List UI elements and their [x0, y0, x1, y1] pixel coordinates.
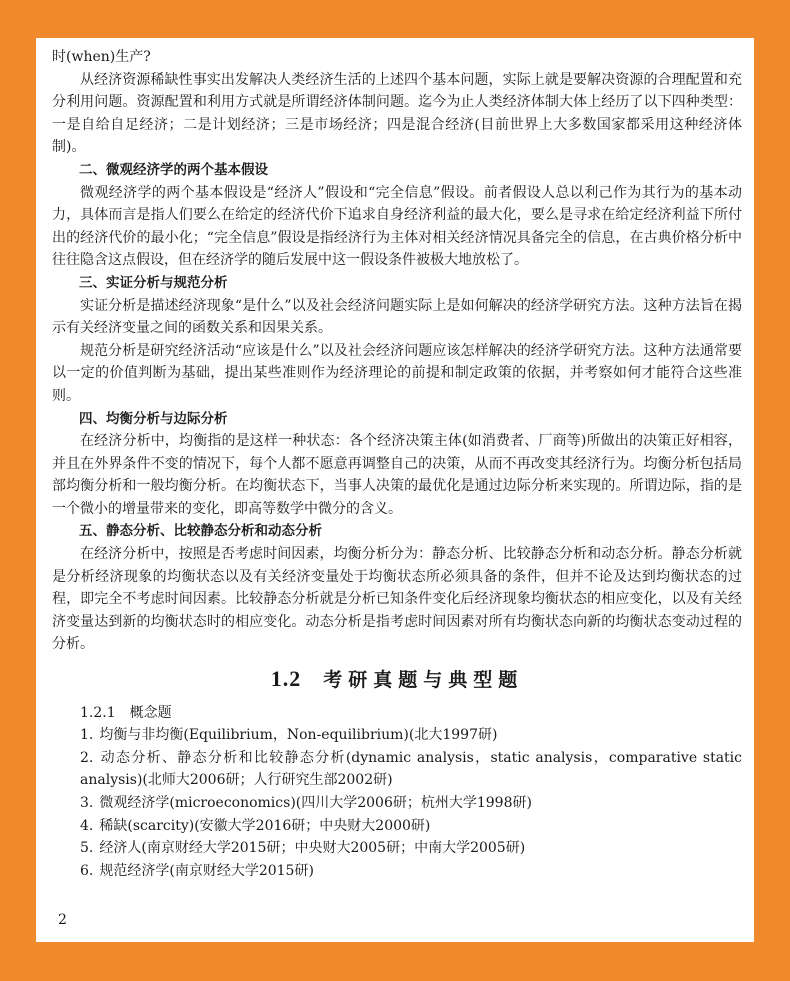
paragraph: 从经济资源稀缺性事实出发解决人类经济生活的上述四个基本问题，实际上就是要解决资源的合理配置和充分利用问题。资源配置和利用方式就是所谓经济体制问题。迄今为止人类经济体制大体上经历了以下四种类型：一是自给自足经济；二是计划经济；三是市场经济；四是混合经济(目前世界上大多数国家都采用这种经济体制)。 [52, 71, 742, 156]
page-content [52, 46, 742, 882]
page-number: 2 [58, 912, 67, 928]
item-text: 经济人(南京财经大学2015研；中央财大2005研；中南大学2005研) [99, 840, 526, 857]
list-item [52, 792, 742, 815]
chapter-section-title [52, 668, 742, 692]
paragraph: 在经济分析中，按照是否考虑时间因素，均衡分析分为：静态分析、比较静态分析和动态分析。静态分析就是分析经济现象的均衡状态以及有关经济变量处于均衡状态所必须具备的条件，但并不论及达到均衡状态的过程，即完全不考虑时间因素。比较静态分析就是分析已知条件变化后经济现象均衡状态的相应变化，以及有关经济变量达到新的均衡状态时的相应变化。动态分析是指考虑时间因素对所有均衡状态向新的均衡状态变动过程的分析。 [52, 546, 742, 653]
section-heading: 二、微观经济学的两个基本假设 [79, 161, 268, 178]
subsection-number: 1.2.1 [80, 704, 116, 721]
list-item [52, 747, 742, 792]
item-number: 4. [80, 817, 94, 834]
list-item [52, 815, 742, 838]
paragraph: 规范分析是研究经济活动“应该是什么”以及社会经济问题应该怎样解决的经济学研究方法。这种方法通常要以一定的价值判断为基础，提出某些准则作为经济理论的前提和制定政策的依据，并考察如何才能符合这些准则。 [52, 342, 742, 404]
item-text: 稀缺(scarcity)(安徽大学2016研；中央财大2000研) [99, 817, 431, 834]
subsection-heading [52, 702, 742, 725]
paragraph: 微观经济学的两个基本假设是“经济人”假设和“完全信息”假设。前者假设人总以利己作为其行为的基本动力，具体而言是指人们要么在给定的经济代价下追求自身经济利益的最大化，要么是寻求在给定经济利益下所付出的经济代价的最小化；“完全信息”假设是指经济行为主体对相关经济情况具备完全的信息，在古典价格分析中往往隐含这点假设，但在经济学的随后发展中这一假设条件被极大地放松了。 [52, 184, 742, 269]
item-text: 规范经济学(南京财经大学2015研) [99, 862, 314, 879]
chapter-section-label: 考研真题与典型题 [323, 669, 524, 692]
item-text: 均衡与非均衡(Equilibrium，Non-equilibrium)(北大1997研) [99, 727, 498, 744]
item-number: 3. [80, 795, 94, 811]
item-number: 2. [80, 749, 94, 766]
list-item [52, 837, 742, 860]
paragraph: 时(when)生产? [52, 49, 151, 65]
item-number: 6. [80, 862, 94, 879]
page [36, 38, 754, 942]
chapter-section-number: 1.2 [270, 666, 302, 692]
paragraph: 实证分析是描述经济现象“是什么”以及社会经济问题实际上是如何解决的经济学研究方法。这种方法旨在揭示有关经济变量之间的函数关系和因果关系。 [52, 297, 742, 337]
item-text: 微观经济学(microeconomics)(四川大学2006研；杭州大学1998研) [99, 795, 532, 811]
list-item [52, 860, 742, 883]
item-number: 5. [80, 840, 94, 857]
list-item [52, 724, 742, 747]
subsection-title: 概念题 [129, 704, 172, 721]
section-heading: 五、静态分析、比较静态分析和动态分析 [79, 523, 322, 540]
paragraph: 在经济分析中，均衡指的是这样一种状态：各个经济决策主体(如消费者、厂商等)所做出的决策正好相容，并且在外界条件不变的情况下，每个人都不愿意再调整自己的决策，从而不再改变其经济行为。均衡分析包括局部均衡分析和一般均衡分析。在均衡状态下，当事人决策的最优化是通过边际分析来实现的。所谓边际，指的是一个微小的增量带来的变化，即高等数学中微分的含义。 [52, 433, 742, 517]
section-heading: 四、均衡分析与边际分析 [79, 410, 228, 427]
item-number: 1. [80, 727, 94, 744]
item-text: 动态分析、静态分析和比较静态分析(dynamic analysis，static analysis，comparative static analysis)(北师大2006研；人行研究生部2002研) [80, 749, 742, 789]
section-heading: 三、实证分析与规范分析 [79, 274, 228, 291]
